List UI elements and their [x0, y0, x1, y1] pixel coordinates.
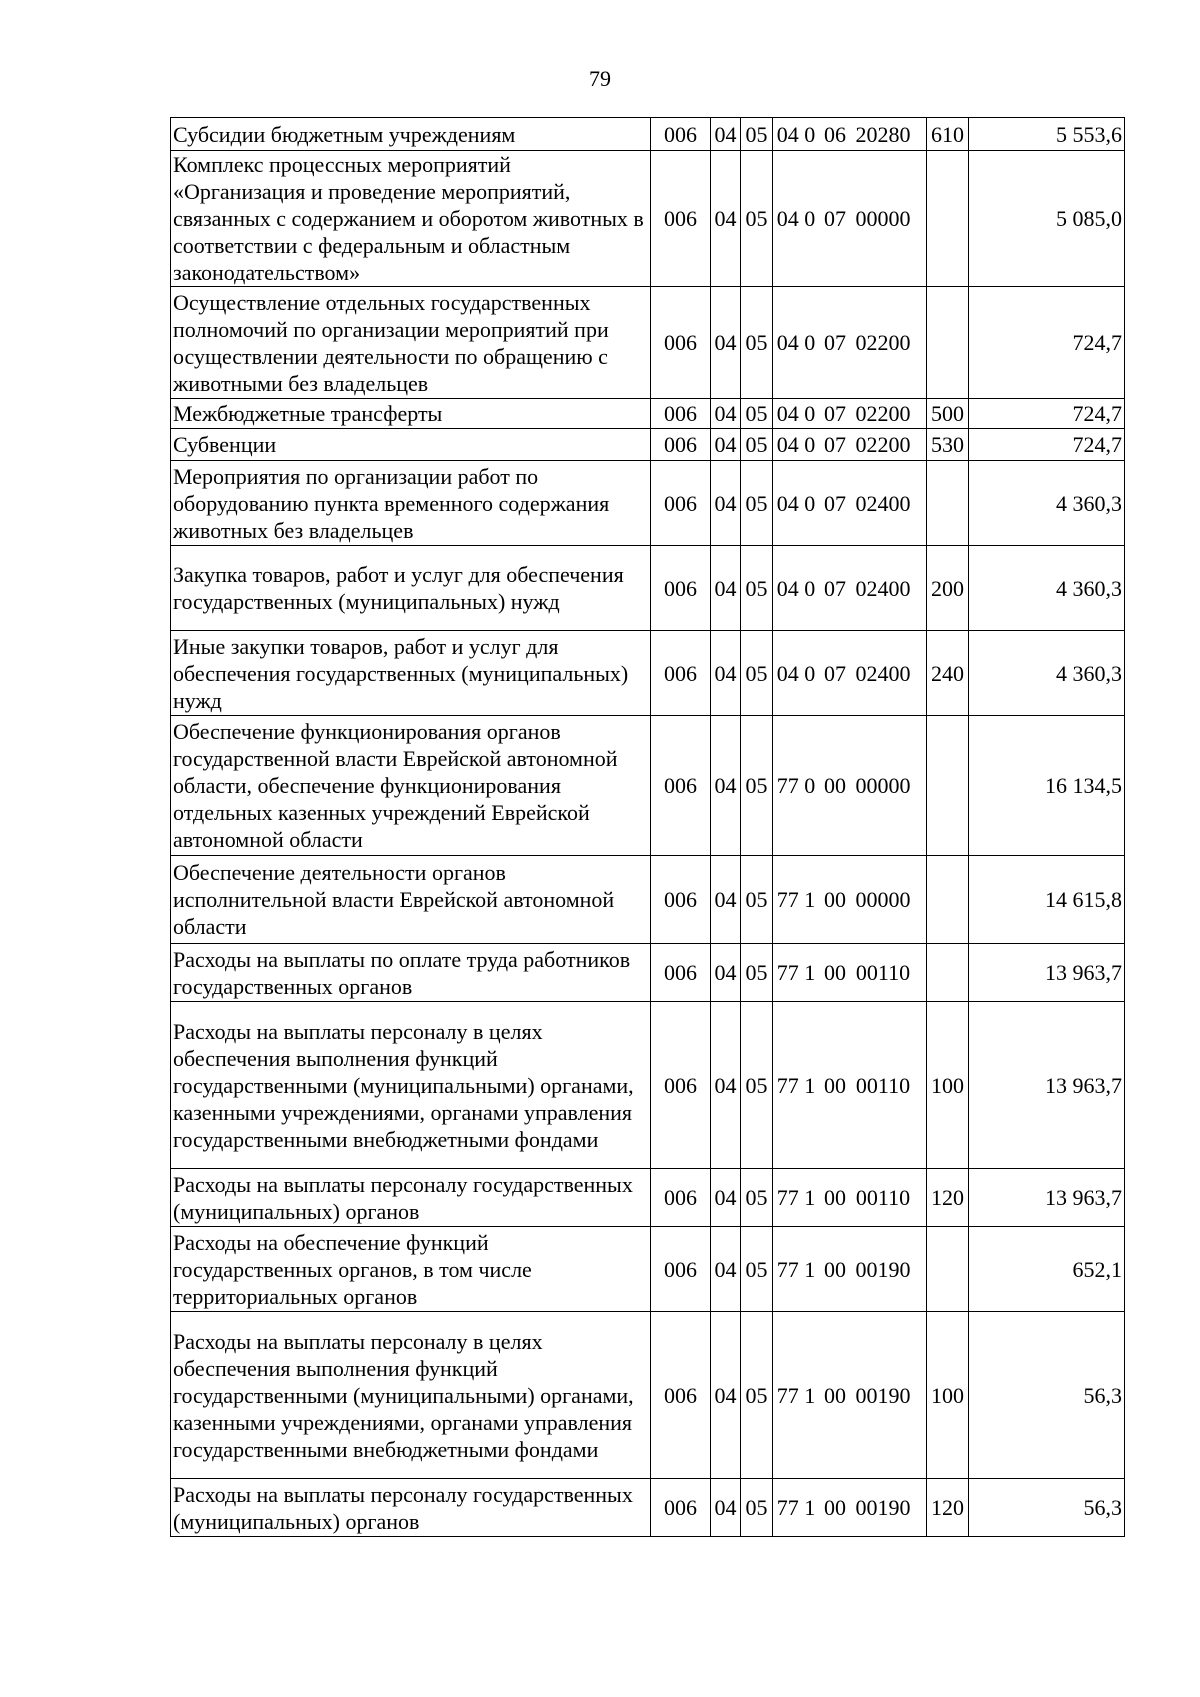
subsection-code-cell: 05	[741, 1169, 773, 1227]
subsection-code-cell: 05	[741, 944, 773, 1002]
expense-type-cell: 100	[927, 1312, 969, 1479]
subsection-code-cell: 05	[741, 118, 773, 151]
expense-name-cell: Обеспечение деятельности органов исполнительной власти Еврейской автономной области	[171, 856, 651, 944]
ministry-code-cell: 006	[651, 1479, 711, 1537]
table-row	[171, 118, 1125, 151]
program-code: 04 0	[776, 121, 816, 147]
target-article-cell	[773, 1169, 927, 1227]
ministry-code-cell: 006	[651, 716, 711, 856]
target-article-cell	[773, 118, 927, 151]
subsection-code-cell: 05	[741, 151, 773, 287]
expense-name-cell: Иные закупки товаров, работ и услуг для обеспечения государственных (муниципальных) нужд	[171, 631, 651, 716]
budget-table	[170, 117, 1125, 1537]
ministry-code-cell: 006	[651, 429, 711, 461]
expense-name-cell: Расходы на выплаты персоналу в целях обеспечения выполнения функций государственными (муниципальными) органами, казенными учреждениями, органами управления государственными внебюджетными фондами	[171, 1002, 651, 1169]
section-code-cell: 04	[711, 1169, 741, 1227]
table-row	[171, 856, 1125, 944]
program-code: 77 1	[776, 1072, 816, 1098]
direction-code: 00110	[855, 1072, 911, 1098]
target-article-cell	[773, 1002, 927, 1169]
program-code: 04 0	[776, 660, 816, 686]
direction-code: 00000	[855, 206, 911, 231]
target-article-cell	[773, 399, 927, 429]
direction-code: 00000	[855, 773, 911, 798]
target-article-cell	[773, 1479, 927, 1537]
table-row	[171, 1002, 1125, 1169]
subsection-code-cell: 05	[741, 429, 773, 461]
section-code-cell: 04	[711, 1227, 741, 1312]
expense-type-cell: 200	[927, 546, 969, 631]
subprogram-code: 07	[824, 432, 846, 457]
direction-code: 02400	[855, 660, 911, 686]
table-row	[171, 716, 1125, 856]
program-code: 77 1	[776, 1256, 816, 1282]
target-article-cell	[773, 546, 927, 631]
amount-cell: 724,7	[969, 399, 1125, 429]
program-code: 04 0	[776, 575, 816, 601]
target-article-cell	[773, 287, 927, 399]
expense-name-cell: Расходы на выплаты персоналу государственных (муниципальных) органов	[171, 1479, 651, 1537]
section-code-cell: 04	[711, 1312, 741, 1479]
ministry-code-cell: 006	[651, 631, 711, 716]
direction-code: 20280	[855, 121, 911, 147]
expense-type-cell: 500	[927, 399, 969, 429]
subsection-code-cell: 05	[741, 287, 773, 399]
expense-name-cell: Субсидии бюджетным учреждениям	[171, 118, 651, 151]
program-code: 04 0	[776, 206, 816, 231]
target-article-cell	[773, 631, 927, 716]
table-row	[171, 151, 1125, 287]
amount-cell: 5 085,0	[969, 151, 1125, 287]
program-code: 77 1	[776, 887, 816, 912]
ministry-code-cell: 006	[651, 399, 711, 429]
table-row	[171, 1227, 1125, 1312]
section-code-cell: 04	[711, 1479, 741, 1537]
subsection-code-cell: 05	[741, 631, 773, 716]
subsection-code-cell: 05	[741, 856, 773, 944]
target-article-cell	[773, 944, 927, 1002]
expense-type-cell: 240	[927, 631, 969, 716]
section-code-cell: 04	[711, 1002, 741, 1169]
subprogram-code: 00	[824, 1185, 846, 1210]
direction-code: 00110	[855, 960, 911, 985]
subsection-code-cell: 05	[741, 461, 773, 546]
subprogram-code: 00	[824, 773, 846, 798]
expense-type-cell	[927, 1227, 969, 1312]
section-code-cell: 04	[711, 118, 741, 151]
amount-cell: 13 963,7	[969, 1002, 1125, 1169]
expense-type-cell	[927, 856, 969, 944]
subsection-code-cell: 05	[741, 1312, 773, 1479]
amount-cell: 16 134,5	[969, 716, 1125, 856]
program-code: 77 1	[776, 1382, 816, 1408]
program-code: 04 0	[776, 401, 816, 426]
table-row	[171, 287, 1125, 399]
section-code-cell: 04	[711, 151, 741, 287]
subprogram-code: 00	[824, 960, 846, 985]
table-row	[171, 631, 1125, 716]
subsection-code-cell: 05	[741, 1227, 773, 1312]
direction-code: 02400	[855, 575, 911, 601]
expense-name-cell: Межбюджетные трансферты	[171, 399, 651, 429]
section-code-cell: 04	[711, 287, 741, 399]
subprogram-code: 00	[824, 1256, 846, 1282]
amount-cell: 4 360,3	[969, 461, 1125, 546]
direction-code: 00190	[855, 1256, 911, 1282]
program-code: 04 0	[776, 490, 816, 516]
expense-type-cell	[927, 151, 969, 287]
target-article-cell	[773, 1312, 927, 1479]
expense-name-cell: Обеспечение функционирования органов государственной власти Еврейской автономной области, обеспечение функционирования отдельных казенных учреждений Еврейской автономной области	[171, 716, 651, 856]
expense-name-cell: Субвенции	[171, 429, 651, 461]
direction-code: 00190	[855, 1382, 911, 1408]
expense-type-cell	[927, 287, 969, 399]
table-row	[171, 944, 1125, 1002]
amount-cell: 14 615,8	[969, 856, 1125, 944]
expense-name-cell: Закупка товаров, работ и услуг для обеспечения государственных (муниципальных) нужд	[171, 546, 651, 631]
program-code: 77 1	[776, 960, 816, 985]
section-code-cell: 04	[711, 461, 741, 546]
expense-type-cell	[927, 716, 969, 856]
ministry-code-cell: 006	[651, 461, 711, 546]
subprogram-code: 00	[824, 1382, 846, 1408]
amount-cell: 5 553,6	[969, 118, 1125, 151]
subprogram-code: 07	[824, 660, 846, 686]
expense-name-cell: Осуществление отдельных государственных полномочий по организации мероприятий при осуществлении деятельности по обращению с животными без владельцев	[171, 287, 651, 399]
target-article-cell	[773, 1227, 927, 1312]
subprogram-code: 06	[824, 121, 846, 147]
expense-name-cell: Расходы на выплаты персоналу государственных (муниципальных) органов	[171, 1169, 651, 1227]
expense-type-cell: 530	[927, 429, 969, 461]
ministry-code-cell: 006	[651, 118, 711, 151]
direction-code: 02200	[855, 432, 911, 457]
expense-name-cell: Расходы на выплаты по оплате труда работников государственных органов	[171, 944, 651, 1002]
direction-code: 02200	[855, 330, 911, 355]
target-article-cell	[773, 856, 927, 944]
subsection-code-cell: 05	[741, 399, 773, 429]
program-code: 04 0	[776, 330, 816, 355]
amount-cell: 4 360,3	[969, 631, 1125, 716]
ministry-code-cell: 006	[651, 1227, 711, 1312]
table-row	[171, 399, 1125, 429]
expense-name-cell: Мероприятия по организации работ по оборудованию пункта временного содержания животных без владельцев	[171, 461, 651, 546]
subprogram-code: 07	[824, 490, 846, 516]
target-article-cell	[773, 151, 927, 287]
page-number: 79	[589, 66, 611, 91]
subprogram-code: 07	[824, 330, 846, 355]
ministry-code-cell: 006	[651, 287, 711, 399]
subsection-code-cell: 05	[741, 716, 773, 856]
section-code-cell: 04	[711, 856, 741, 944]
direction-code: 02200	[855, 401, 911, 426]
direction-code: 00110	[855, 1185, 911, 1210]
subprogram-code: 07	[824, 206, 846, 231]
expense-type-cell	[927, 461, 969, 546]
target-article-cell	[773, 716, 927, 856]
section-code-cell: 04	[711, 716, 741, 856]
expense-type-cell: 610	[927, 118, 969, 151]
table-row	[171, 429, 1125, 461]
amount-cell: 724,7	[969, 429, 1125, 461]
ministry-code-cell: 006	[651, 1002, 711, 1169]
subsection-code-cell: 05	[741, 1002, 773, 1169]
table-row	[171, 461, 1125, 546]
expense-type-cell: 100	[927, 1002, 969, 1169]
amount-cell: 56,3	[969, 1312, 1125, 1479]
section-code-cell: 04	[711, 944, 741, 1002]
subprogram-code: 00	[824, 1072, 846, 1098]
amount-cell: 13 963,7	[969, 944, 1125, 1002]
direction-code: 00000	[855, 887, 911, 912]
amount-cell: 56,3	[969, 1479, 1125, 1537]
ministry-code-cell: 006	[651, 856, 711, 944]
direction-code: 00190	[855, 1495, 911, 1520]
ministry-code-cell: 006	[651, 546, 711, 631]
program-code: 04 0	[776, 432, 816, 457]
section-code-cell: 04	[711, 631, 741, 716]
expense-type-cell: 120	[927, 1169, 969, 1227]
section-code-cell: 04	[711, 546, 741, 631]
expense-name-cell: Расходы на обеспечение функций государственных органов, в том числе территориальных органов	[171, 1227, 651, 1312]
subprogram-code: 07	[824, 575, 846, 601]
expense-name-cell: Комплекс процессных мероприятий «Организация и проведение мероприятий, связанных с содержанием и оборотом животных в соответствии с федеральным и областным законодательством»	[171, 151, 651, 287]
table-row	[171, 546, 1125, 631]
target-article-cell	[773, 429, 927, 461]
expense-name-cell: Расходы на выплаты персоналу в целях обеспечения выполнения функций государственными (муниципальными) органами, казенными учреждениями, органами управления государственными внебюджетными фондами	[171, 1312, 651, 1479]
amount-cell: 724,7	[969, 287, 1125, 399]
amount-cell: 13 963,7	[969, 1169, 1125, 1227]
ministry-code-cell: 006	[651, 944, 711, 1002]
budget-table-body	[171, 118, 1125, 1537]
table-row	[171, 1312, 1125, 1479]
target-article-cell	[773, 461, 927, 546]
subsection-code-cell: 05	[741, 546, 773, 631]
program-code: 77 0	[776, 773, 816, 798]
program-code: 77 1	[776, 1185, 816, 1210]
ministry-code-cell: 006	[651, 1312, 711, 1479]
subprogram-code: 00	[824, 887, 846, 912]
table-row	[171, 1169, 1125, 1227]
expense-type-cell: 120	[927, 1479, 969, 1537]
amount-cell: 652,1	[969, 1227, 1125, 1312]
subprogram-code: 07	[824, 401, 846, 426]
section-code-cell: 04	[711, 399, 741, 429]
direction-code: 02400	[855, 490, 911, 516]
ministry-code-cell: 006	[651, 1169, 711, 1227]
subprogram-code: 00	[824, 1495, 846, 1520]
ministry-code-cell: 006	[651, 151, 711, 287]
table-row	[171, 1479, 1125, 1537]
section-code-cell: 04	[711, 429, 741, 461]
expense-type-cell	[927, 944, 969, 1002]
amount-cell: 4 360,3	[969, 546, 1125, 631]
program-code: 77 1	[776, 1495, 816, 1520]
subsection-code-cell: 05	[741, 1479, 773, 1537]
